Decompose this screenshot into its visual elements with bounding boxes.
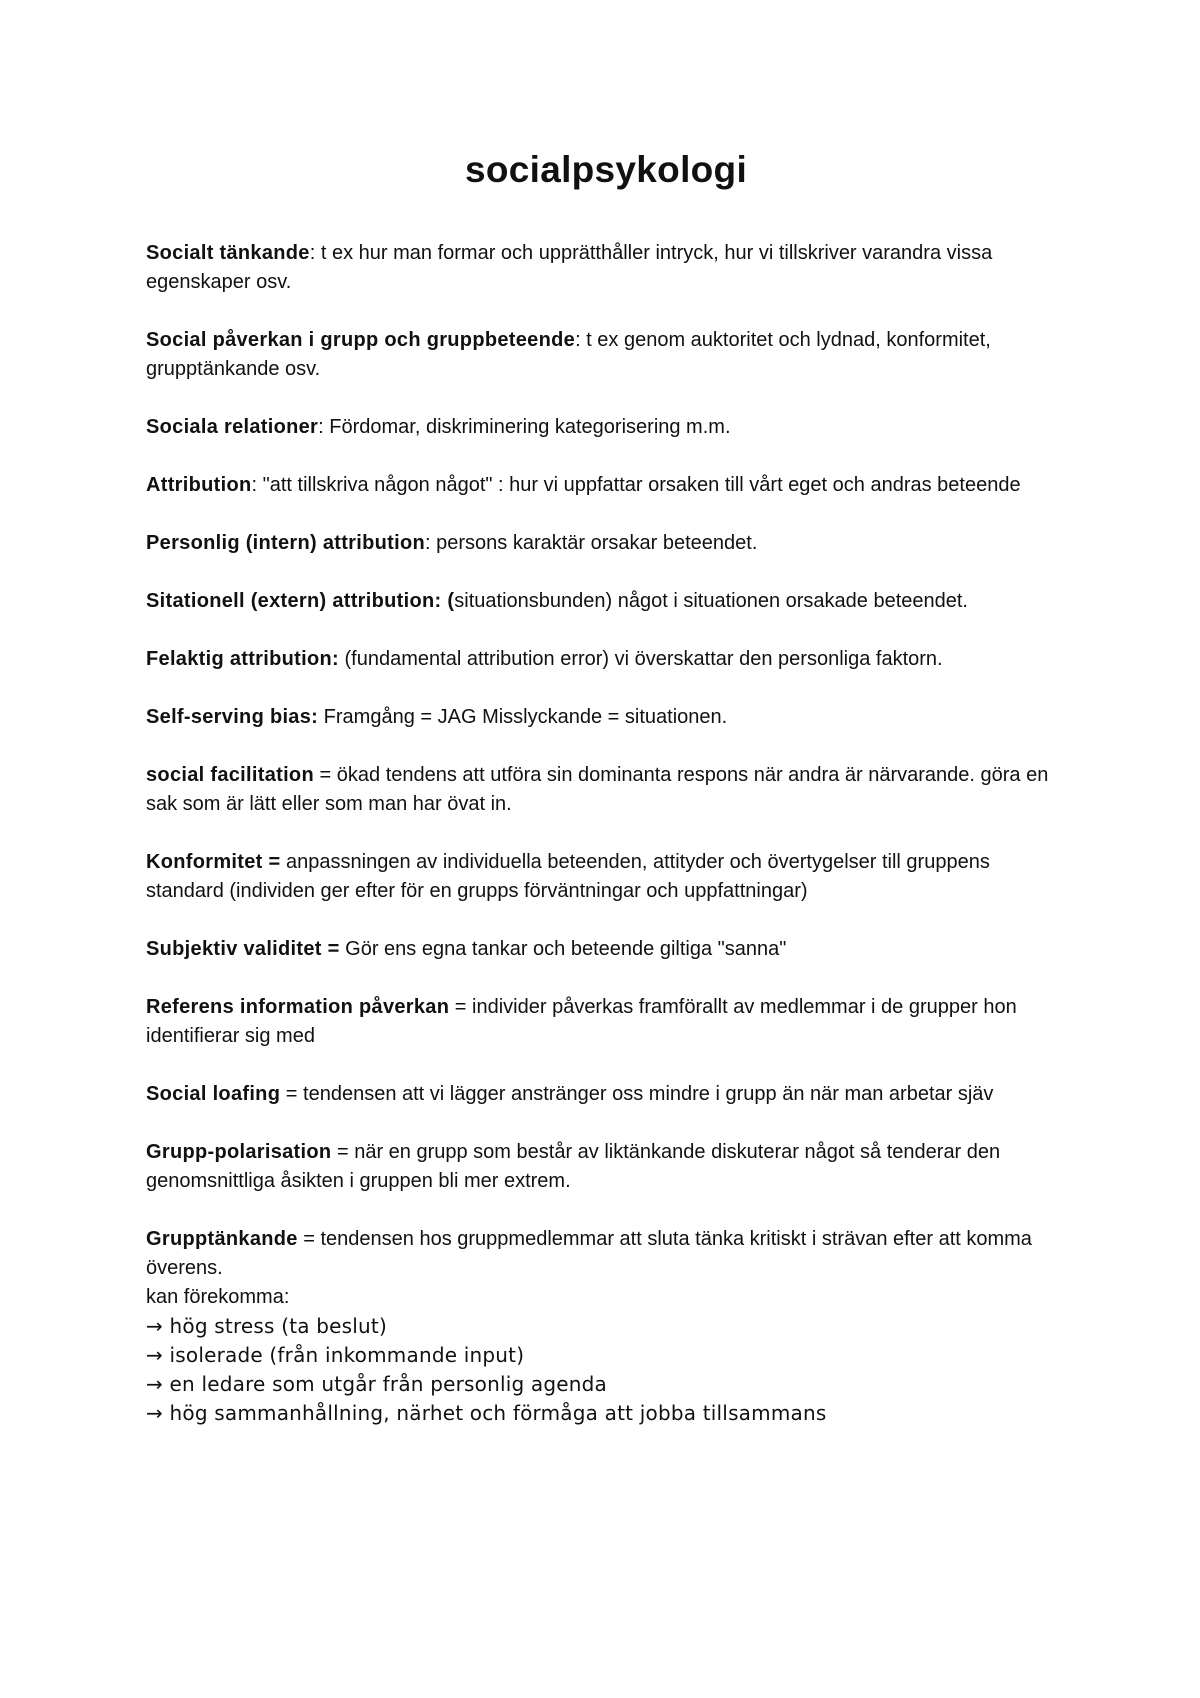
entry-text: = individer påverkas framförallt av medlemmar i de grupper hon identifierar sig med [146,996,1017,1047]
entry-term: Self-serving bias: [146,706,319,728]
entry-text: Gör ens egna tankar och beteende giltiga "sanna" [339,938,787,960]
entry-term: Social loafing [146,1083,281,1105]
entry-referens-information [146,993,1066,1051]
entry-text: (fundamental attribution error) vi överskattar den personliga faktorn. [338,648,943,670]
entry-text: = tendensen att vi lägger anstränger oss mindre i grupp än när man arbetar sjäv [280,1083,994,1105]
entry-term: Personlig (intern) attribution [146,532,425,554]
list-item: → en ledare som utgår från personlig agenda [146,1372,608,1396]
entry-term: Socialt tänkande [146,242,310,264]
entry-sitationell-attribution [146,587,1066,616]
entry-socialt-tankande [146,239,1066,297]
entry-term: social facilitation [146,764,314,786]
list-item: → hög sammanhållning, närhet och förmåga att jobba tillsammans [146,1401,827,1425]
entry-text: = när en grupp som består av liktänkande diskuterar något så tenderar den genomsnittliga åsikten i gruppen bli mer extrem. [146,1141,1001,1192]
document-title: socialpsykologi [464,149,748,190]
entry-social-facilitation [146,761,1066,819]
entry-term: Felaktig attribution: [146,648,339,670]
entry-term: Attribution [146,474,252,496]
entry-subheading: kan förekomma: [146,1286,290,1308]
entry-social-paverkan [146,326,1066,384]
entry-personlig-attribution [146,529,1066,558]
entry-social-loafing [146,1080,1066,1109]
entry-term: Grupp-polarisation [146,1141,332,1163]
entry-term: Sitationell (extern) attribution: ( [146,590,455,612]
entry-grupp-polarisation [146,1138,1066,1196]
entry-term: Konformitet = [146,851,281,873]
entry-term: Grupptänkande [146,1228,298,1250]
list-item: → isolerade (från inkommande input) [146,1343,525,1367]
entry-text: : "att tillskriva någon något" : hur vi uppfattar orsaken till vårt eget och andras beteende [251,474,1021,496]
list-item: → hög stress (ta beslut) [146,1314,387,1338]
entry-term: Subjektiv validitet = [146,938,340,960]
entry-subjektiv-validitet [146,935,1066,964]
entry-term: Referens information påverkan [146,996,450,1018]
entry-text: situationsbunden) något i situationen orsakade beteendet. [454,590,968,612]
entry-attribution [146,471,1066,500]
document-page [146,145,1066,1457]
entry-text: : t ex genom auktoritet och lydnad, konformitet, grupptänkande osv. [146,329,991,380]
entry-text: = ökad tendens att utföra sin dominanta respons när andra är närvarande. göra en sak som är lätt eller som man har övat in. [146,764,1049,815]
entry-text: : Fördomar, diskriminering kategorisering m.m. [318,416,731,438]
entry-term: Sociala relationer [146,416,319,438]
entry-text: : persons karaktär orsakar beteendet. [425,532,758,554]
entry-sociala-relationer [146,413,1066,442]
entry-felaktig-attribution [146,645,1066,674]
entry-grupptankande [146,1225,1066,1428]
entry-term: Social påverkan i grupp och gruppbeteende [146,329,576,351]
entry-text: = tendensen hos gruppmedlemmar att sluta tänka kritiskt i strävan efter att komma överens. [146,1228,1032,1279]
entry-text: Framgång = JAG Misslyckande = situationen. [318,706,728,728]
entry-text: : t ex hur man formar och upprätthåller intryck, hur vi tillskriver varandra vissa egenskaper osv. [146,242,993,293]
entry-self-serving-bias [146,703,1066,732]
entry-text: anpassningen av individuella beteenden, attityder och övertygelser till gruppens standard (individen ger efter för en grupps förväntningar och uppfattningar) [146,851,990,902]
entry-konformitet [146,848,1066,906]
